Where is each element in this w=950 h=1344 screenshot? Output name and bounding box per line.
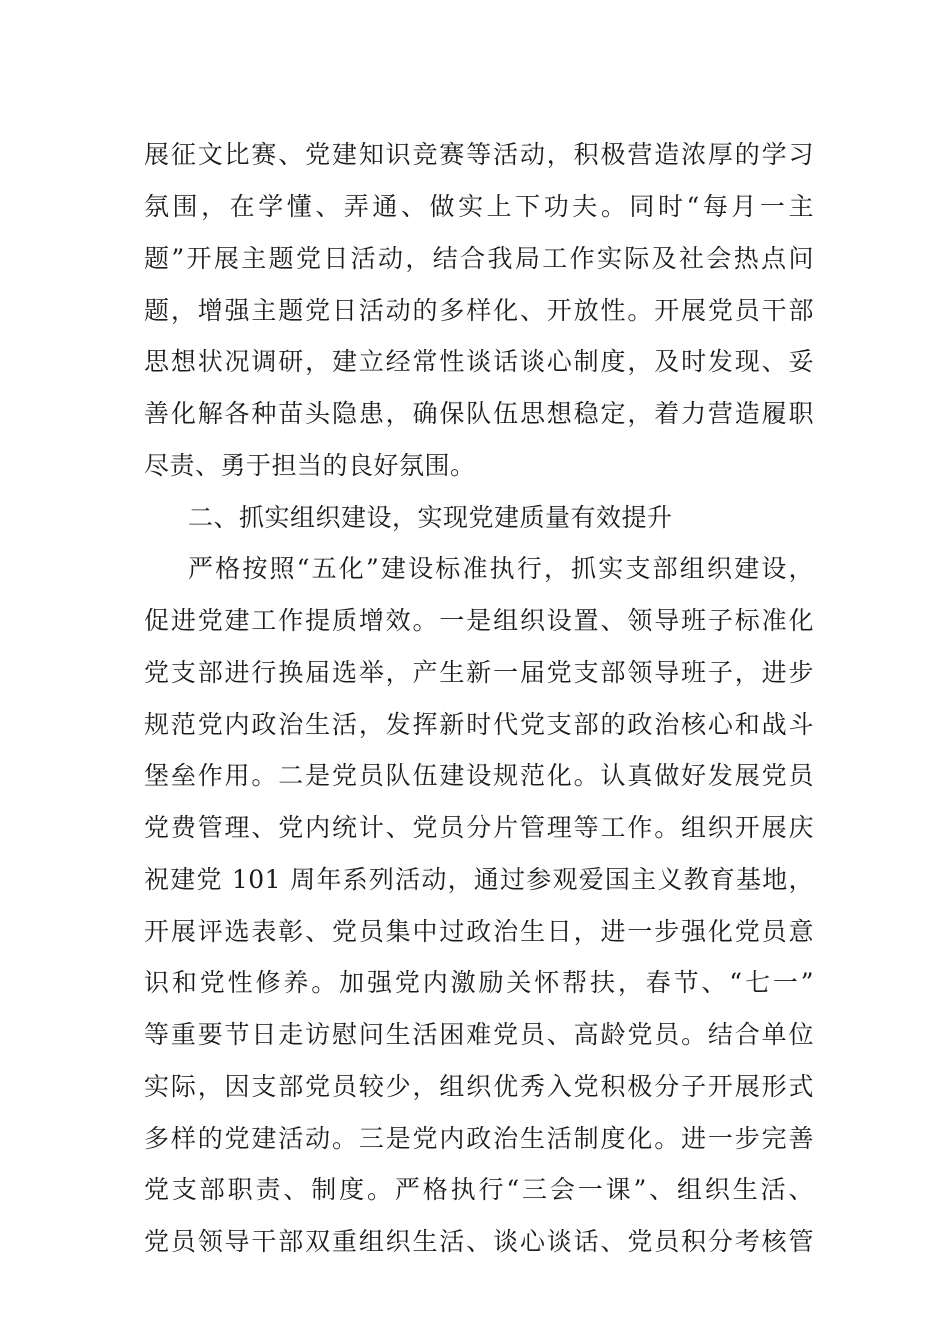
text-line-7: 尽责、勇于担当的良好氛围。 bbox=[144, 451, 476, 480]
text-line-12: 规范党内政治生活，发挥新时代党支部的政治核心和战斗 bbox=[144, 710, 814, 739]
text-line-3: 题”开展主题党日活动，结合我局工作实际及社会热点问 bbox=[144, 244, 814, 273]
section-heading: 二、抓实组织建设，实现党建质量有效提升 bbox=[188, 503, 673, 532]
text-line-5: 思想状况调研，建立经常性谈话谈心制度，及时发现、妥 bbox=[144, 347, 814, 376]
text-line-15: 祝建党 101 周年系列活动，通过参观爱国主义教育基地， bbox=[144, 865, 814, 894]
text-line-10: 促进党建工作提质增效。一是组织设置、领导班子标准化 bbox=[144, 606, 814, 635]
text-line-6: 善化解各种苗头隐患，确保队伍思想稳定，着力营造履职 bbox=[144, 399, 814, 428]
text-line-2: 氛围，在学懂、弄通、做实上下功夫。同时“每月一主 bbox=[144, 192, 814, 221]
text-line-16: 开展评选表彰、党员集中过政治生日，进一步强化党员意 bbox=[144, 917, 814, 946]
text-line-18: 等重要节日走访慰问生活困难党员、高龄党员。结合单位 bbox=[144, 1020, 814, 1049]
text-line-1: 展征文比赛、党建知识竞赛等活动，积极营造浓厚的学习 bbox=[144, 140, 814, 169]
text-line-22: 党员领导干部双重组织生活、谈心谈话、党员积分考核管 bbox=[144, 1227, 814, 1256]
text-line-17: 识和党性修养。加强党内激励关怀帮扶，春节、“七一” bbox=[144, 968, 814, 997]
text-line-20: 多样的党建活动。三是党内政治生活制度化。进一步完善 bbox=[144, 1124, 814, 1153]
text-line-11: 党支部进行换届选举，产生新一届党支部领导班子，进步 bbox=[144, 658, 814, 687]
text-line-19: 实际，因支部党员较少，组织优秀入党积极分子开展形式 bbox=[144, 1072, 814, 1101]
text-line-9: 严格按照“五化”建设标准执行，抓实支部组织建设， bbox=[188, 554, 814, 583]
text-line-21: 党支部职责、制度。严格执行“三会一课”、组织生活、 bbox=[144, 1175, 814, 1204]
text-line-4: 题，增强主题党日活动的多样化、开放性。开展党员干部 bbox=[144, 296, 814, 325]
text-line-14: 党费管理、党内统计、党员分片管理等工作。组织开展庆 bbox=[144, 813, 814, 842]
text-line-13: 堡垒作用。二是党员队伍建设规范化。认真做好发展党员 bbox=[144, 761, 814, 790]
